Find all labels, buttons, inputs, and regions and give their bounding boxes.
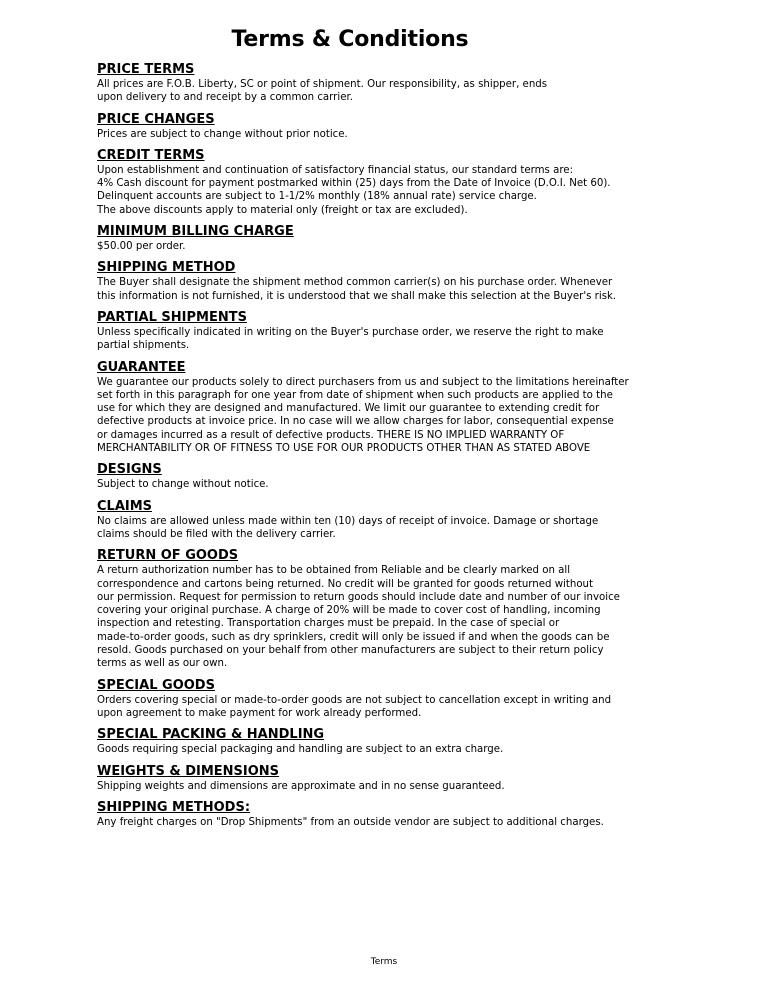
section-designs [97,462,677,491]
body-line: upon delivery to and receipt by a common carrier. [97,92,353,104]
section-special-goods [97,678,677,721]
section-heading: SHIPPING METHODS: [97,799,251,815]
section-heading: PRICE TERMS [97,62,195,77]
body-line: inspection and retesting. Transportation charges must be prepaid. In the case of special or [97,618,560,630]
section-body [97,694,677,721]
section-body [97,78,677,105]
section-body [97,515,677,542]
section-return-of-goods [97,548,677,670]
section-body [97,240,677,253]
body-line: Delinquent accounts are subject to 1-1/2% monthly (18% annual rate) service charge. [97,191,537,203]
body-line: upon agreement to make payment for work already performed. [97,707,422,719]
body-line: All prices are F.O.B. Liberty, SC or point of shipment. Our responsibility, as shipper, ends [97,79,548,90]
section-body [97,564,677,670]
body-line: correspondence and cartons being returned. No credit will be granted for goods returned without [97,578,594,590]
body-line: resold. Goods purchased on your behalf from other manufacturers are subject to their return policy [97,645,604,657]
section-body [97,164,677,217]
section-body [97,376,677,456]
body-line: MERCHANTABILITY OR OF FITNESS TO USE FOR OUR PRODUCTS OTHER THAN AS STATED ABOVE [97,443,591,455]
body-line: covering your original purchase. A charge of 20% will be made to cover cost of handling, incoming [97,605,601,617]
body-line: set forth in this paragraph for one year from date of shipment when such products are applied to the [97,389,613,401]
section-heading: MINIMUM BILLING CHARGE [97,224,294,240]
body-line: use for which they are designed and manufactured. We limit our guarantee to extending credit for [97,403,600,415]
section-weights-dimensions [97,764,677,793]
section-heading: SHIPPING METHOD [97,260,236,276]
body-line: 4% Cash discount for payment postmarked within (25) days from the Date of Invoice (D.O.I. Net 60). [97,178,611,190]
section-heading: GUARANTEE [97,359,186,375]
section-heading: DESIGNS [97,462,162,478]
body-line: Goods requiring special packaging and handling are subject to an extra charge. [97,744,504,756]
body-line: The above discounts apply to material only (freight or tax are excluded). [97,204,468,216]
section-guarantee [97,360,677,456]
body-line: $50.00 per order. [97,241,186,253]
body-line: Shipping weights and dimensions are approximate and in no sense guaranteed. [97,780,505,792]
section-heading: PRICE CHANGES [97,111,215,127]
body-line: our permission. Request for permission to return goods should include date and number of our invoice [97,591,620,603]
section-body [97,478,677,491]
body-line: this information is not furnished, it is understood that we shall make this selection at the Buyer's risk. [97,290,617,302]
section-shipping-method [97,260,677,303]
body-line: defective products at invoice price. In no case will we allow charges for labor, consequential expense [97,416,614,428]
body-line: claims should be filed with the delivery carrier. [97,528,336,540]
section-claims [97,499,677,542]
section-body [97,816,677,829]
section-partial-shipments [97,310,677,353]
section-heading: SPECIAL PACKING & HANDLING [97,727,325,743]
section-body [97,128,677,141]
section-heading: RETURN OF GOODS [97,548,239,564]
section-special-packing-handling [97,727,677,756]
body-line: Any freight charges on "Drop Shipments" from an outside vendor are subject to additional charges. [97,816,604,828]
body-line: Prices are subject to change without prior notice. [97,128,348,140]
body-line: A return authorization number has to be obtained from Reliable and be clearly marked on all [97,565,571,577]
terms-sections [97,62,677,829]
body-line: terms as well as our own. [97,658,228,670]
section-body [97,326,677,353]
section-heading: PARTIAL SHIPMENTS [97,309,247,325]
section-shipping-methods [97,800,677,829]
section-heading: WEIGHTS & DIMENSIONS [97,763,280,779]
section-credit-terms [97,148,677,217]
body-line: Subject to change without notice. [97,479,269,491]
body-line: or damages incurred as a result of defective products. THERE IS NO IMPLIED WARRANTY OF [97,429,565,441]
section-price-changes [97,112,677,141]
body-line: No claims are allowed unless made within ten (10) days of receipt of invoice. Damage or shortage [97,515,599,527]
body-line: Orders covering special or made-to-order goods are not subject to cancellation except in writing and [97,694,612,706]
body-line: partial shipments. [97,340,190,352]
section-heading: CREDIT TERMS [97,147,205,163]
section-heading: CLAIMS [97,498,153,514]
body-line: made-to-order goods, such as dry sprinklers, credit will only be issued if and when the goods can be [97,631,610,643]
page-title: Terms & Conditions [231,27,469,52]
section-body [97,780,677,793]
section-heading: SPECIAL GOODS [97,677,215,693]
body-line: The Buyer shall designate the shipment method common carrier(s) on his purchase order. Whenever [97,277,613,289]
section-minimum-billing-charge [97,224,677,253]
section-body [97,743,677,756]
body-line: Upon establishment and continuation of satisfactory financial status, our standard terms are: [97,164,574,176]
section-body [97,276,677,303]
body-line: Unless specifically indicated in writing on the Buyer's purchase order, we reserve the right to make [97,326,604,338]
page-footer: Terms [370,957,398,967]
section-price-terms [97,62,677,105]
body-line: We guarantee our products solely to direct purchasers from us and subject to the limitations hereinafter [97,376,629,388]
